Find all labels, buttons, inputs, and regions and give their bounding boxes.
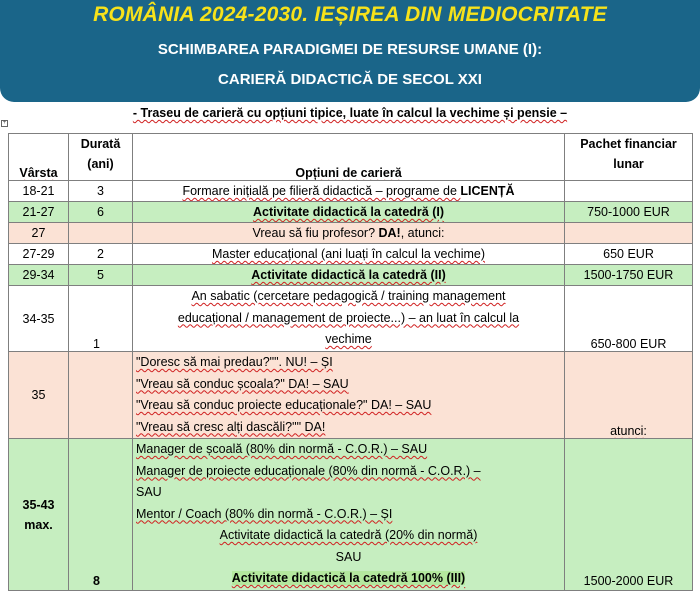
row-pay: 650-800 EUR xyxy=(565,286,693,352)
final-option-highlight: Activitate didactică la catedră 100% (III) xyxy=(231,571,466,585)
banner-subtitle-1: SCHIMBAREA PARADIGMEI DE RESURSE UMANE (I): xyxy=(157,41,543,58)
row-age: 35-43 max. xyxy=(9,439,69,591)
banner-subtitle-2: CARIERĂ DIDACTICĂ DE SECOL XXI xyxy=(218,71,482,88)
table-row xyxy=(9,202,693,223)
row-age: 35 xyxy=(9,352,69,439)
table-row xyxy=(9,352,693,439)
table-anchor-icon: + xyxy=(2,120,7,126)
row-option: "Doresc să mai predau?"". NU! – ȘI "Vreau să conduc școala?" DA! – SAU "Vreau să conduc proiecte educaționale?" DA! – SAU "Vreau să cresc alți dascăli?"" DA! xyxy=(133,352,565,439)
table-row xyxy=(9,244,693,265)
header-pay: Pachet financiar lunar xyxy=(565,134,693,181)
row-pay: atunci: xyxy=(565,352,693,439)
row-option: Activitate didactică la catedră (II) xyxy=(133,265,565,286)
row-option: Vreau să fiu profesor? DA!, atunci: xyxy=(133,223,565,244)
row-option: Master educațional (ani luați în calcul la vechime) xyxy=(133,244,565,265)
header-duration: Durată (ani) xyxy=(69,134,133,181)
row-pay: 750-1000 EUR xyxy=(565,202,693,223)
row-pay: 1500-2000 EUR xyxy=(565,439,693,591)
row-age: 27-29 xyxy=(9,244,69,265)
row-duration: 1 xyxy=(69,286,133,352)
row-pay xyxy=(565,223,693,244)
row-age: 18-21 xyxy=(9,181,69,202)
row-pay: 650 EUR xyxy=(565,244,693,265)
banner-title: ROMÂNIA 2024-2030. IEȘIREA DIN MEDIOCRITATE xyxy=(93,3,607,26)
document-subtitle: - Traseu de carieră cu opțiuni tipice, luate în calcul la vechime și pensie – xyxy=(132,106,568,120)
header-age: Vârsta xyxy=(9,134,69,181)
row-duration xyxy=(69,352,133,439)
table-row xyxy=(9,265,693,286)
row-age: 29-34 xyxy=(9,265,69,286)
row-option: Activitate didactică la catedră (I) xyxy=(133,202,565,223)
table-header-row xyxy=(9,134,693,181)
row-age: 21-27 xyxy=(9,202,69,223)
row-duration xyxy=(69,223,133,244)
row-duration: 6 xyxy=(69,202,133,223)
row-duration: 5 xyxy=(69,265,133,286)
row-age: 34-35 xyxy=(9,286,69,352)
table-row xyxy=(9,181,693,202)
title-banner xyxy=(0,0,700,102)
row-pay: 1500-1750 EUR xyxy=(565,265,693,286)
row-option: Manager de școală (80% din normă - C.O.R.) – SAU Manager de proiecte educaționale (80% din normă - C.O.R.) – SAU Mentor / Coach (80% din normă - C.O.R.) – ȘI Activitate didactică la catedră (20% din normă) SAU Activitate didactică la catedră 100% (III) xyxy=(133,439,565,591)
table-row xyxy=(9,286,693,352)
row-option: Formare inițială pe filieră didactică – programe de LICENȚĂ xyxy=(133,181,565,202)
row-option: An sabatic (cercetare pedagogică / training management educațional / management de proiecte...) – an luat în calcul la vechime xyxy=(133,286,565,352)
table-row xyxy=(9,223,693,244)
table-row xyxy=(9,439,693,591)
header-options: Opțiuni de carieră xyxy=(133,134,565,181)
row-duration: 2 xyxy=(69,244,133,265)
career-table xyxy=(8,133,693,591)
row-duration: 3 xyxy=(69,181,133,202)
row-age: 27 xyxy=(9,223,69,244)
row-pay xyxy=(565,181,693,202)
row-duration: 8 xyxy=(69,439,133,591)
